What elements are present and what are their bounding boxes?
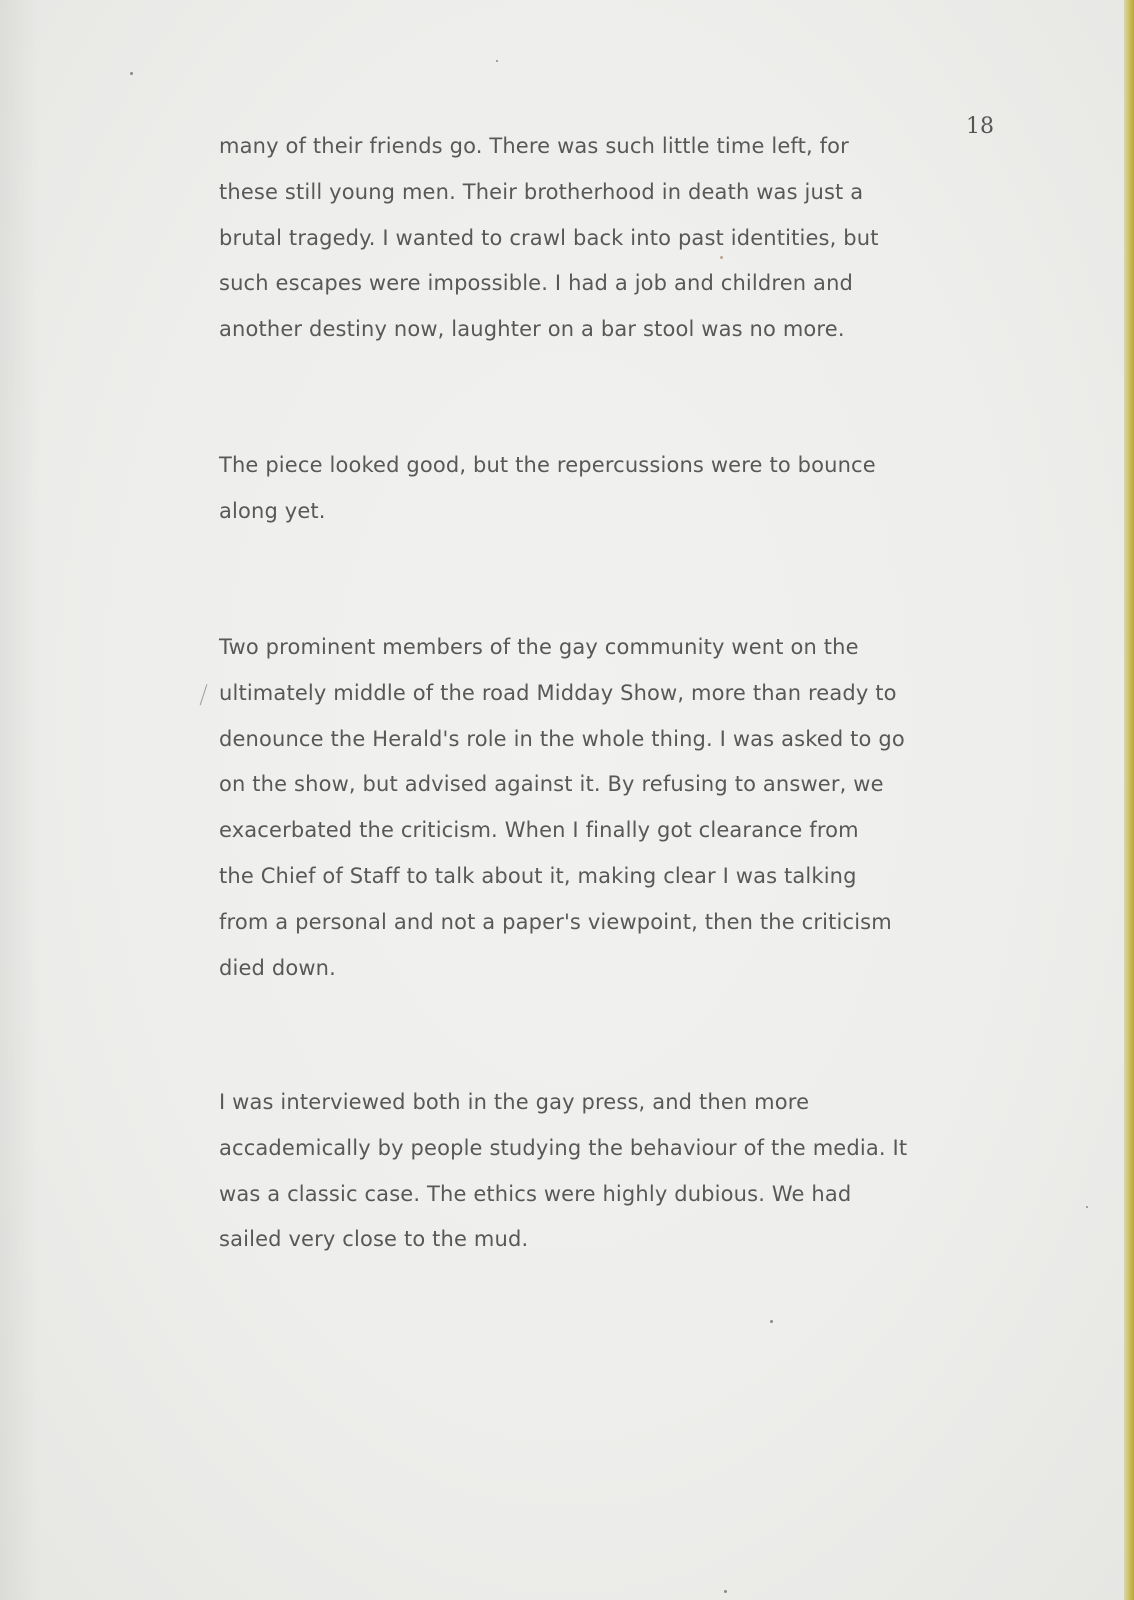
paper-speck	[724, 1590, 727, 1593]
paper-speck	[1086, 1206, 1088, 1208]
text-line: The piece looked good, but the repercussions were to bounce	[219, 453, 876, 477]
page-shadow	[0, 0, 40, 1600]
text-line: was a classic case. The ethics were highly dubious. We had	[219, 1181, 852, 1206]
text-line: the Chief of Staff to talk about it, making clear I was talking	[219, 863, 857, 888]
page-number: 18	[966, 114, 994, 139]
text-line: ultimately middle of the road Midday Show, more than ready to	[219, 680, 897, 705]
paper-speck	[720, 256, 723, 259]
paragraph-2	[219, 443, 1009, 535]
text-line: along yet.	[219, 498, 326, 523]
paragraph-4	[219, 1080, 1009, 1263]
paragraph-3	[219, 625, 1009, 991]
text-line: denounce the Herald's role in the whole thing. I was asked to go	[219, 726, 905, 751]
paper-speck	[130, 72, 133, 75]
page-edge	[1124, 0, 1134, 1600]
text-line: accademically by people studying the behaviour of the media. It	[219, 1135, 908, 1160]
text-line: these still young men. Their brotherhood in death was just a	[219, 179, 864, 204]
text-line: another destiny now, laughter on a bar stool was no more.	[219, 317, 845, 342]
text-line: on the show, but advised against it. By refusing to answer, we	[219, 772, 884, 797]
text-line: sailed very close to the mud.	[219, 1227, 529, 1252]
paragraph-1	[219, 124, 1009, 353]
margin-pencil-mark	[200, 684, 210, 706]
text-line: such escapes were impossible. I had a job and children and	[219, 271, 854, 296]
text-line: I was interviewed both in the gay press, and then more	[219, 1090, 810, 1114]
text-line: Two prominent members of the gay community went on the	[219, 635, 859, 659]
paper-speck	[770, 1320, 773, 1323]
text-line: from a personal and not a paper's viewpoint, then the criticism	[219, 909, 892, 934]
paper-speck	[496, 60, 498, 62]
text-line: many of their friends go. There was such little time left, for	[219, 134, 849, 158]
text-line: brutal tragedy. I wanted to crawl back into past identities, but	[219, 225, 879, 250]
text-line: died down.	[219, 955, 336, 980]
text-line: exacerbated the criticism. When I finally got clearance from	[219, 818, 859, 843]
